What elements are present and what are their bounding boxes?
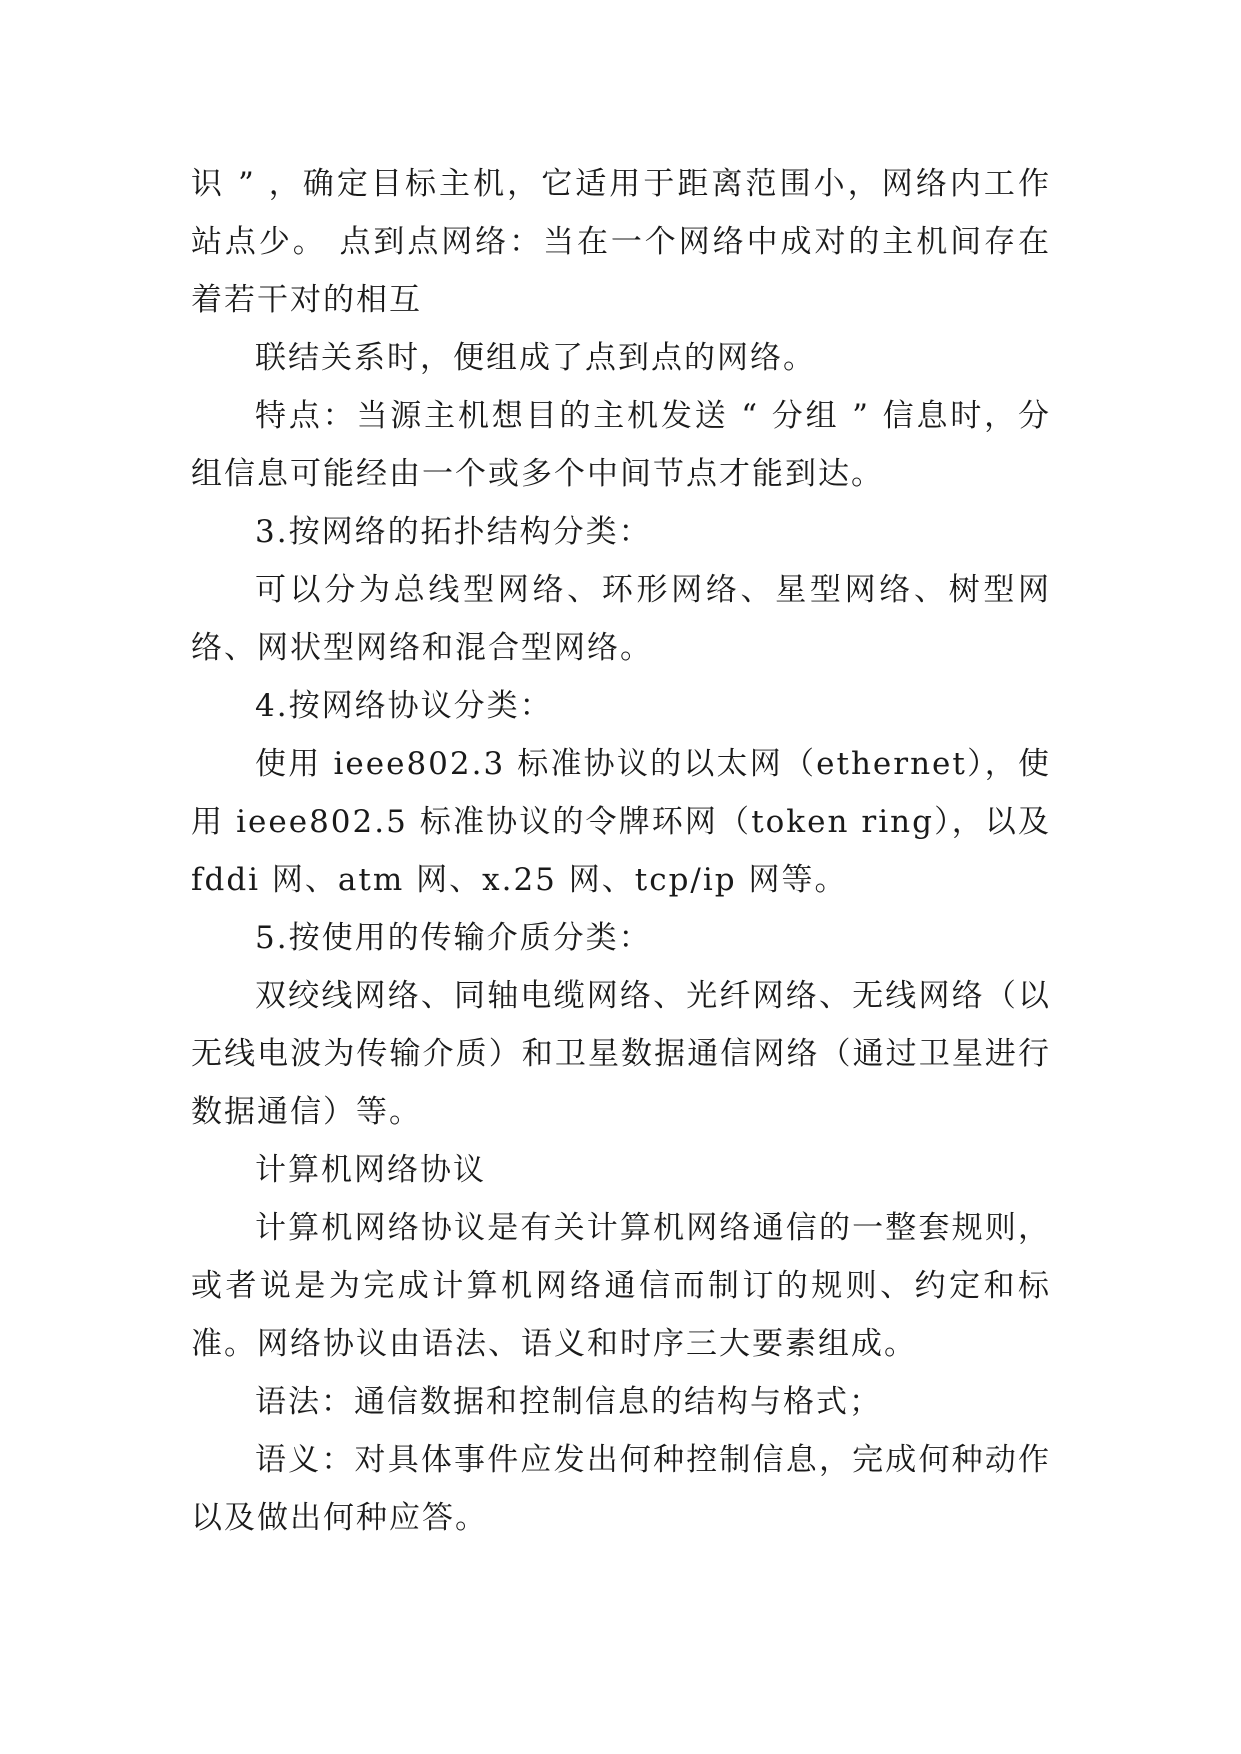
paragraph: 可以分为总线型网络、环形网络、星型网络、树型网络、网状型网络和混合型网络。: [191, 572, 1051, 666]
section-title: 计算机网络协议: [255, 1152, 486, 1188]
paragraph: 特点：当源主机想目的主机发送 “ 分组 ” 信息时，分组信息可能经由一个或多个中间节点才能到达。: [191, 398, 1051, 492]
paragraph: 联结关系时，便组成了点到点的网络。: [255, 340, 816, 376]
paragraph: 计算机网络协议是有关计算机网络通信的一整套规则，或者说是为完成计算机网络通信而制订的规则、约定和标准。网络协议由语法、语义和时序三大要素组成。: [191, 1210, 1051, 1362]
paragraph: 使用 ieee802.3 标准协议的以太网（ethernet），使用 ieee802.5 标准协议的令牌环网（token ring），以及 fddi 网、atm 网、x.25 网、tcp/ip 网等。: [191, 746, 1051, 898]
paragraph: 语法：通信数据和控制信息的结构与格式；: [255, 1384, 882, 1420]
paragraph: 语义：对具体事件应发出何种控制信息，完成何种动作以及做出何种应答。: [191, 1442, 1051, 1536]
paragraph: 双绞线网络、同轴电缆网络、光纤网络、无线网络（以无线电波为传输介质）和卫星数据通信网络（通过卫星进行数据通信）等。: [191, 978, 1051, 1130]
document-body: [191, 155, 1051, 1547]
section-heading: 3.按网络的拓扑结构分类：: [255, 514, 652, 550]
section-heading: 5.按使用的传输介质分类：: [255, 920, 652, 956]
paragraph: 识 ” ，确定目标主机，它适用于距离范围小，网络内工作站点少。 点到点网络：当在一个网络中成对的主机间存在着若干对的相互: [191, 166, 1051, 318]
section-heading: 4.按网络协议分类：: [255, 688, 553, 724]
